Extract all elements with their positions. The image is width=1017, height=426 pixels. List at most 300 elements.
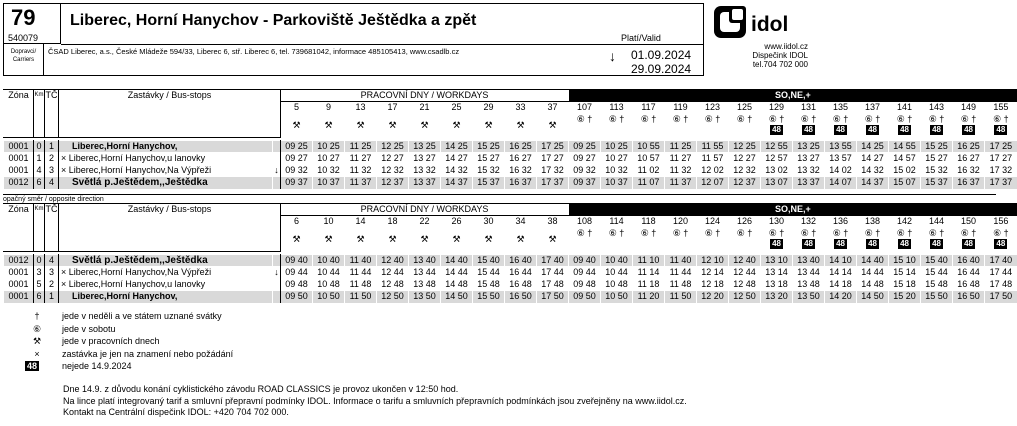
departure-time: 13 44 [793,267,825,279]
trip-number: 130 [761,216,793,228]
stop-tc: 3 [45,165,59,177]
departure-time: 14 48 [857,279,889,291]
departure-time: 14 50 [857,291,889,303]
departure-time: 12 44 [377,267,409,279]
legend-symbol: × [34,348,40,359]
workday-icon: ⚒ [377,114,409,138]
trip-number: 9 [313,102,345,114]
departure-time: 09 40 [569,255,601,267]
departure-time: 09 44 [281,267,313,279]
stop-arrow-icon: ↓ [274,165,279,175]
departure-time: 09 44 [569,267,601,279]
departure-time: 11 37 [345,177,377,189]
trip-number: 144 [921,216,953,228]
departure-time: 12 07 [697,177,729,189]
departure-time: 14 32 [857,165,889,177]
departure-time: 16 50 [505,291,537,303]
trip-number: 5 [281,102,313,114]
departure-time: 14 55 [889,141,921,153]
trip-number: 135 [825,102,857,114]
badge-48: 48 [964,238,973,248]
departure-time: 15 27 [921,153,953,165]
departure-time: 12 50 [377,291,409,303]
weekend-symbol-cell [857,114,889,138]
timetable-direction-1 [3,89,1017,189]
valid-label: Platí/Valid [621,33,661,43]
weekend-symbol-cell [569,228,601,252]
stop-arrow-icon: ↓ [274,267,279,277]
stops-header: Zastávky / Bus-stops [59,204,281,252]
workday-icon: ⚒ [281,114,313,138]
logo-web: www.iidol.cz [764,42,808,51]
weekend-icon: ⑥ † [864,227,881,238]
trip-number: 6 [281,216,313,228]
stop-tc: 1 [45,141,59,153]
weekend-symbol-cell [921,228,953,252]
departure-time: 12 40 [377,255,409,267]
departure-time: 17 50 [537,291,569,303]
departure-time: 12 32 [729,165,761,177]
stop-arrow-icon [273,177,281,189]
carrier-info: ČSAD Liberec, a.s., České Mládeže 594/33, Liberec 6, stř. Liberec 6, tel. 739681042, informace 485105413, www.csadlb.cz [48,47,460,56]
departure-time: 10 40 [601,255,633,267]
trip-number: 120 [665,216,697,228]
stop-km: 4 [34,165,45,177]
departure-time: 16 48 [505,279,537,291]
weekend-symbol-cell [825,228,857,252]
route-title: Liberec, Horní Hanychov - Parkoviště Ještědka a zpět [70,12,477,29]
badge-48: 48 [868,238,877,248]
stop-arrow-icon [273,291,281,303]
departure-time: 12 48 [729,279,761,291]
trip-number: 114 [601,216,633,228]
trip-number: 149 [953,102,985,114]
departure-time: 10 50 [313,291,345,303]
direction-divider [3,194,996,195]
badge-48: 48 [932,124,941,134]
departure-time: 12 27 [377,153,409,165]
workday-icon: ⚒ [537,228,569,252]
weekend-symbol-cell [665,228,697,252]
weekend-icon: ⑥ † [993,227,1009,238]
trip-number: 117 [633,102,665,114]
departure-time: 12 27 [729,153,761,165]
departure-time: 14 48 [441,279,473,291]
workday-icon: ⚒ [313,114,345,138]
departure-time: 12 40 [729,255,761,267]
departure-time: 10 55 [633,141,665,153]
weekend-symbol-cell [921,114,953,138]
departure-time: 10 44 [601,267,633,279]
trip-number: 30 [473,216,505,228]
trip-number: 142 [889,216,921,228]
stop-zone: 0012 [4,255,34,267]
legend-text: jede v sobotu [62,323,116,334]
departure-time: 12 25 [729,141,761,153]
trip-number: 129 [761,102,793,114]
trip-number: 124 [697,216,729,228]
departure-time: 11 32 [665,165,697,177]
departure-time: 15 48 [921,279,953,291]
departure-time: 13 27 [409,153,441,165]
trip-number: 107 [569,102,601,114]
weekend-symbol-cell [889,114,921,138]
departure-time: 12 14 [697,267,729,279]
column-header-row [4,204,1017,216]
departure-time: 17 27 [985,153,1017,165]
workdays-band: PRACOVNÍ DNY / WORKDAYS [281,90,569,102]
zone-header: Zóna [4,204,34,252]
arrow-down-icon: ↓ [609,48,616,64]
departure-time: 10 57 [633,153,665,165]
tc-header: TČ [45,90,59,138]
weekend-icon: ⑥ † [993,113,1009,124]
departure-time: 12 44 [729,267,761,279]
header-divider [61,44,704,45]
workday-icon: ⚒ [537,114,569,138]
weekend-icon: ⑥ † [640,113,657,124]
weekend-band: SO,NE,+ [569,204,1017,216]
trip-number: 136 [825,216,857,228]
badge-48: 48 [964,124,973,134]
stops-header: Zastávky / Bus-stops [59,90,281,138]
note-line: Kontakt na Centrální dispečink IDOL: +420 704 702 000. [63,407,289,417]
weekend-symbol-cell [985,228,1017,252]
departure-time: 14 20 [825,291,857,303]
departure-time: 12 37 [377,177,409,189]
stop-row [4,153,1017,165]
departure-time: 14 14 [825,267,857,279]
valid-to: 29.09.2024 [631,62,692,76]
departure-time: 15 48 [473,279,505,291]
departure-time: 09 50 [569,291,601,303]
departure-time: 11 48 [665,279,697,291]
trip-number: 126 [729,216,761,228]
departure-time: 17 27 [537,153,569,165]
departure-time: 11 14 [633,267,665,279]
departure-time: 11 25 [345,141,377,153]
weekend-icon: ⑥ † [672,227,689,238]
badge-48: 48 [996,238,1006,248]
stop-km: 6 [34,177,45,189]
departure-time: 15 14 [889,267,921,279]
stop-name: × Liberec,Horní Hanychov,u lanovky [59,153,273,165]
departure-time: 13 44 [409,267,441,279]
departure-time: 10 37 [601,177,633,189]
trip-number: 38 [537,216,569,228]
trip-number: 113 [601,102,633,114]
weekend-icon: ⑥ † [608,227,625,238]
departure-time: 11 10 [633,255,665,267]
stop-arrow-icon [273,279,281,291]
line-number-box [4,4,61,44]
departure-time: 14 27 [857,153,889,165]
departure-time: 15 40 [473,255,505,267]
departure-time: 17 40 [985,255,1017,267]
badge-48: 48 [932,238,941,248]
departure-time: 12 37 [729,177,761,189]
weekend-symbol-cell [889,228,921,252]
trip-number: 123 [697,102,729,114]
badge-48: 48 [900,124,909,134]
stop-zone: 0001 [4,291,34,303]
stop-zone: 0001 [4,267,34,279]
weekend-icon: ⑥ † [928,227,945,238]
departure-time: 13 57 [825,153,857,165]
weekend-symbol-cell [761,114,793,138]
departure-time: 11 44 [665,267,697,279]
zone-header: Zóna [4,90,34,138]
badge-48: 48 [772,124,781,134]
stop-name: × Liberec,Horní Hanychov,Na Výpřeži [59,267,273,279]
note-line: Dne 14.9. z důvodu konání cyklistického závodu ROAD CLASSICS je provoz ukončen v 12:50 hod. [63,384,459,394]
departure-time: 15 37 [921,177,953,189]
legend-text: zastávka je jen na znamení nebo požádání [62,348,234,359]
departure-time: 09 27 [569,153,601,165]
stop-row [4,165,1017,177]
departure-time: 17 37 [537,177,569,189]
departure-time: 14 32 [441,165,473,177]
weekend-icon: ⑥ † [672,113,689,124]
departure-time: 10 25 [313,141,345,153]
weekend-symbol-cell [601,114,633,138]
tc-header: TČ [45,204,59,252]
trip-number: 33 [505,102,537,114]
departure-time: 16 25 [505,141,537,153]
workday-icon: ⚒ [505,114,537,138]
weekend-symbol-cell [857,228,889,252]
valid-from: 01.09.2024 [631,48,692,62]
departure-time: 11 37 [665,177,697,189]
departure-time: 16 32 [505,165,537,177]
stop-km: 3 [34,267,45,279]
stop-arrow-icon [273,141,281,153]
departure-time: 10 32 [313,165,345,177]
trip-number: 131 [793,102,825,114]
stop-arrow-icon [273,255,281,267]
trip-number: 141 [889,102,921,114]
departure-time: 15 32 [473,165,505,177]
trip-number: 17 [377,102,409,114]
trip-number: 37 [537,102,569,114]
trip-number: 10 [313,216,345,228]
departure-time: 16 27 [953,153,985,165]
legend-symbol: ⚒ [32,336,42,346]
trip-number: 14 [345,216,377,228]
departure-time: 14 44 [857,267,889,279]
weekend-icon: ⑥ † [864,113,881,124]
departure-time: 13 27 [793,153,825,165]
departure-time: 10 25 [601,141,633,153]
stop-zone: 0001 [4,165,34,177]
departure-time: 13 07 [761,177,793,189]
departure-time: 09 48 [569,279,601,291]
weekend-icon: ⑥ † [832,113,849,124]
weekend-icon: ⑥ † [832,227,849,238]
km-header: Km [34,204,45,252]
weekend-icon: ⑥ † [960,113,977,124]
workday-icon: ⚒ [473,228,505,252]
departure-time: 11 27 [665,153,697,165]
departure-time: 11 25 [665,141,697,153]
departure-time: 12 25 [377,141,409,153]
departure-time: 13 32 [409,165,441,177]
stop-name: Liberec,Horní Hanychov, [59,291,273,303]
departure-time: 16 48 [953,279,985,291]
departure-time: 11 07 [633,177,665,189]
departure-time: 14 02 [825,165,857,177]
departure-time: 10 50 [601,291,633,303]
stop-km: 0 [34,255,45,267]
badge-48: 48 [772,238,781,248]
weekend-symbol-cell [761,228,793,252]
departure-time: 15 37 [473,177,505,189]
departure-time: 16 44 [953,267,985,279]
weekend-symbol-cell [953,114,985,138]
departure-time: 09 32 [569,165,601,177]
departure-time: 14 25 [857,141,889,153]
departure-time: 10 48 [313,279,345,291]
departure-time: 11 44 [345,267,377,279]
departure-time: 09 48 [281,279,313,291]
badge-48: 48 [900,238,909,248]
trip-number: 34 [505,216,537,228]
departure-time: 11 02 [633,165,665,177]
carriers-label: Dopravci/ Carriers [4,44,44,76]
logo-phone: tel.704 702 000 [752,60,808,69]
weekend-symbol-cell [601,228,633,252]
departure-time: 15 44 [921,267,953,279]
departure-time: 11 18 [633,279,665,291]
legend-text: nejede 14.9.2024 [62,361,132,371]
trip-number: 156 [985,216,1017,228]
departure-time: 17 32 [537,165,569,177]
trip-number: 138 [857,216,889,228]
timetable-direction-2 [3,203,1017,303]
weekend-icon: ⑥ † [896,113,913,124]
departure-time: 10 27 [313,153,345,165]
weekend-icon: ⑥ † [800,113,817,124]
departure-time: 13 10 [761,255,793,267]
trip-number: 118 [633,216,665,228]
legend-symbol: † [34,311,40,321]
weekend-symbol-cell [793,114,825,138]
weekend-icon: ⑥ † [576,227,593,238]
departure-time: 17 32 [985,165,1017,177]
weekend-icon: ⑥ † [576,113,593,124]
departure-time: 09 32 [281,165,313,177]
stop-tc: 3 [45,267,59,279]
departure-time: 13 40 [793,255,825,267]
weekend-icon: ⑥ † [608,113,625,124]
km-header: Km [34,90,45,138]
departure-time: 16 32 [953,165,985,177]
departure-time: 14 50 [441,291,473,303]
departure-time: 17 44 [985,267,1017,279]
departure-time: 12 10 [697,255,729,267]
departure-time: 13 02 [761,165,793,177]
trip-number: 108 [569,216,601,228]
departure-time: 11 40 [345,255,377,267]
trip-number: 21 [409,102,441,114]
departure-time: 17 44 [537,267,569,279]
departure-time: 13 55 [825,141,857,153]
departure-time: 12 32 [377,165,409,177]
workday-icon: ⚒ [409,228,441,252]
trip-number: 13 [345,102,377,114]
departure-time: 11 27 [345,153,377,165]
departure-time: 14 40 [857,255,889,267]
stop-name: × Liberec,Horní Hanychov,u lanovky [59,279,273,291]
departure-time: 11 32 [345,165,377,177]
stop-zone: 0001 [4,141,34,153]
weekend-icon: ⑥ † [800,227,817,238]
weekend-symbol-cell [985,114,1017,138]
departure-time: 14 40 [441,255,473,267]
departure-time: 17 25 [985,141,1017,153]
departure-time: 10 27 [601,153,633,165]
weekend-symbol-cell [569,114,601,138]
legend-text: jede v pracovních dnech [62,336,160,346]
workday-icon: ⚒ [441,228,473,252]
trip-number: 150 [953,216,985,228]
stop-row [4,141,1017,153]
weekend-icon: ⑥ † [704,227,721,238]
line-code: 540079 [8,33,39,43]
departure-time: 09 25 [281,141,313,153]
weekend-symbol-cell [697,228,729,252]
departure-time: 13 48 [409,279,441,291]
trip-number: 125 [729,102,761,114]
departure-time: 12 48 [377,279,409,291]
stop-name: Světlá p.Ještědem,,Ještědka [59,255,273,267]
weekend-symbol-cell [697,114,729,138]
trip-number: 119 [665,102,697,114]
stop-tc: 2 [45,153,59,165]
weekend-icon: ⑥ † [736,227,753,238]
departure-time: 14 27 [441,153,473,165]
weekend-symbol-cell [953,228,985,252]
departure-time: 14 18 [825,279,857,291]
departure-time: 14 25 [441,141,473,153]
stop-km: 1 [34,153,45,165]
departure-time: 11 40 [665,255,697,267]
weekend-symbol-cell [729,114,761,138]
stop-km: 0 [34,141,45,153]
badge-48: 48 [836,124,845,134]
workday-icon: ⚒ [377,228,409,252]
weekend-symbol-cell [825,114,857,138]
stop-tc: 2 [45,279,59,291]
trip-number: 26 [441,216,473,228]
departure-time: 15 20 [889,291,921,303]
departure-time: 15 50 [473,291,505,303]
departure-time: 17 40 [537,255,569,267]
column-header-row [4,90,1017,102]
workday-icon: ⚒ [313,228,345,252]
legend-symbol: ⑥ [32,323,42,334]
workday-icon: ⚒ [441,114,473,138]
departure-time: 11 48 [345,279,377,291]
stop-name: Liberec,Horní Hanychov, [59,141,273,153]
departure-time: 15 32 [921,165,953,177]
departure-time: 13 48 [793,279,825,291]
workday-icon: ⚒ [505,228,537,252]
departure-time: 15 50 [921,291,953,303]
stop-name: Světlá p.Ještědem,,Ještědka [59,177,273,189]
opposite-direction-label: opačný směr / opposite direction [3,196,104,203]
departure-time: 15 07 [889,177,921,189]
